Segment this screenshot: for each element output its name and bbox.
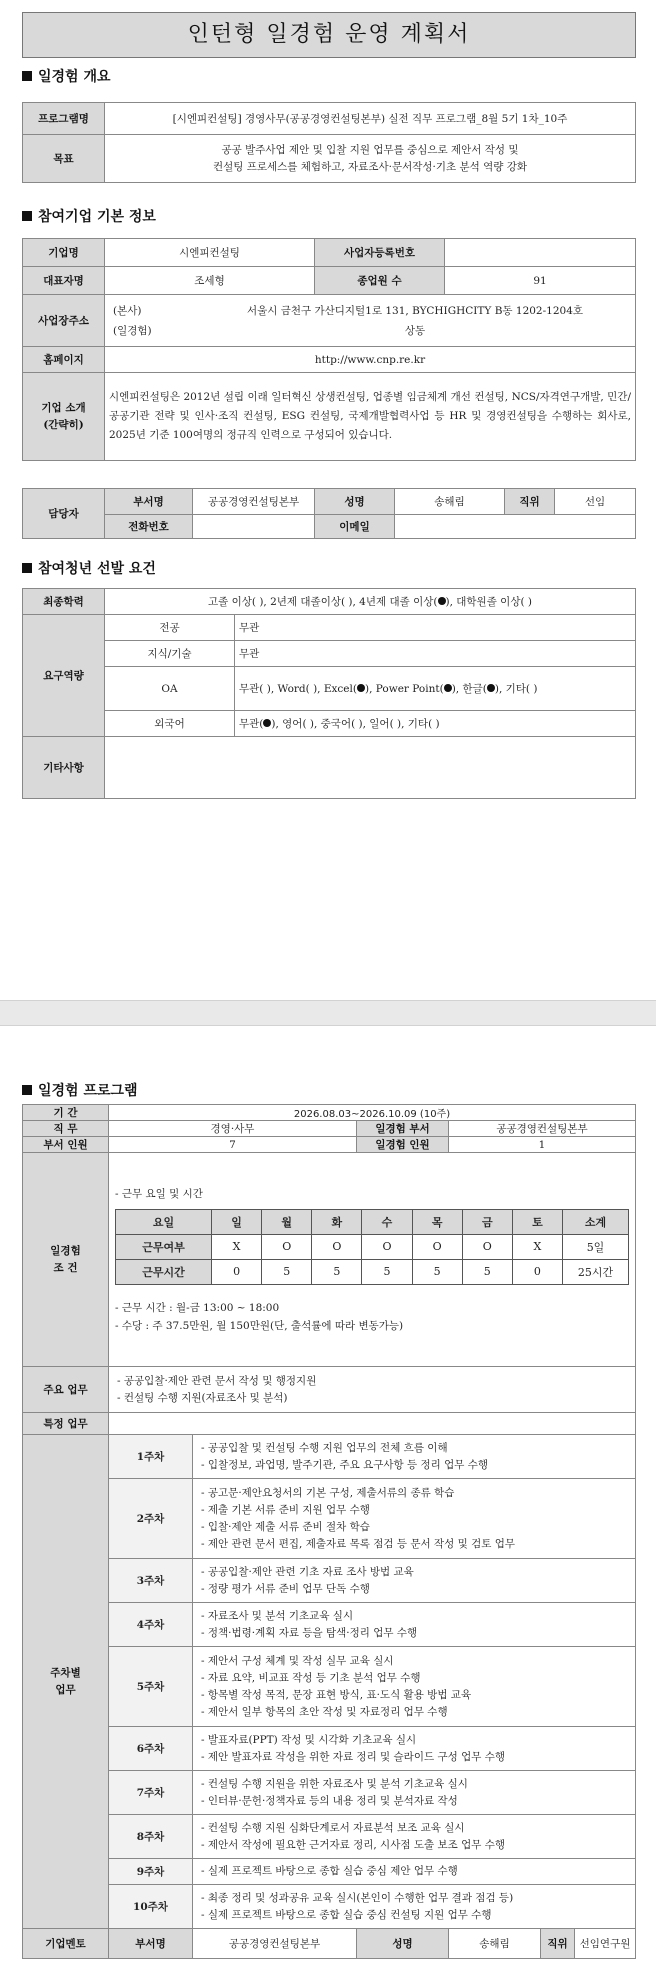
schedule-header-wed: 수 [362,1209,412,1234]
week-label: 3주차 [109,1559,193,1603]
main-duty-label: 주요 업무 [23,1367,109,1413]
oa-label: OA [105,667,235,711]
mentor-position-label: 직위 [541,1929,575,1959]
week-tasks: - 컨설팅 수행 지원 심화단계로서 자료분석 보조 교육 실시 - 제안서 작성에 필요한 근거자료 정리, 시사점 도출 보조 업무 수행 [193,1815,636,1859]
schedule-header-mon: 월 [262,1209,312,1234]
biz-no-label: 사업자등록번호 [315,239,445,267]
overview-table [22,102,636,183]
competency-label: 요구역량 [23,615,105,737]
intern-count-label: 일경험 인원 [357,1137,449,1153]
square-bullet-icon [22,563,32,573]
schedule-cell: 5 [462,1259,512,1284]
schedule-cell: 5 [262,1259,312,1284]
week-tasks: - 발표자료(PPT) 작성 및 시각화 기초교육 실시 - 제안 발표자료 작성을 위한 자료 정리 및 슬라이드 구성 업무 수행 [193,1727,636,1771]
section-heading-program: 일경험 프로그램 [22,1080,138,1100]
manager-table [22,488,636,539]
address-label: 사업장주소 [23,295,105,347]
dept-staff-value: 7 [109,1137,357,1153]
staff-count-label: 종업원 수 [315,267,445,295]
section-heading-company: 참여기업 기본 정보 [22,206,156,226]
schedule-cell: 0 [512,1259,562,1284]
other-notes-value [105,737,636,799]
education-value: 고졸 이상( ), 2년제 대졸이상( ), 4년제 대졸 이상( ), 대학원졸 이상( ) [105,589,636,615]
week-label: 1주차 [109,1435,193,1479]
selected-dot-icon [487,684,495,692]
work-conditions-value: - 근무 요일 및 시간 요일 일 월 화 수 목 금 토 소계 근무여부 X O O O O O X 5일 근무시간 0 5 5 5 5 5 0 25시간 - 근무 시간 : 월-금 13:00 ~ 18:00 - 수당 : 주 37.5만원, 월 150만원(단, 출석률에 따라 변동가능) [109,1153,636,1367]
schedule-header-day: 요일 [116,1209,212,1234]
homepage-label: 홈페이지 [23,347,105,373]
language-label: 외국어 [105,711,235,737]
week-label: 2주차 [109,1479,193,1559]
schedule-cell: 5 [362,1259,412,1284]
schedule-cell: O [362,1234,412,1259]
company-intro-value: 시엔피컨설팅은 2012년 설립 이래 일터혁신 상생컨설팅, 업종별 임금체계 개선 컨설팅, NCS/자격연구개발, 민간/공공기관 전략 및 인사·조직 컨설팅, ESG 컨설팅, 국제개발협력사업 등 HR 및 경영컨설팅을 수행하는 회사로, 2025년 기준 100여명의 정규직 인력으로 구성되어 있습니다. [105,373,636,461]
square-bullet-icon [22,1085,32,1095]
week-label: 7주차 [109,1771,193,1815]
section-heading-requirements: 참여청년 선발 요건 [22,558,156,578]
schedule-cell: O [462,1234,512,1259]
manager-email-label: 이메일 [315,515,395,539]
manager-position-value: 선임 [555,489,636,515]
schedule-hours-label: 근무시간 [116,1259,212,1284]
mentor-name-label: 성명 [357,1929,449,1959]
square-bullet-icon [22,71,32,81]
language-value: 무관( ), 영어( ), 중국어( ), 일어( ), 기타( ) [235,711,636,737]
week-tasks: - 공공입찰·제안 관련 기초 자료 조사 방법 교육 - 정량 평가 서류 준비 업무 단독 수행 [193,1559,636,1603]
week-tasks: - 최종 정리 및 성과공유 교육 실시(본인이 수행한 업무 결과 점검 등) - 실제 프로젝트 바탕으로 종합 실습 중심 컨설팅 지원 업무 수행 [193,1885,636,1929]
manager-dept-value: 공공경영컨설팅본부 [193,489,315,515]
week-label: 9주차 [109,1859,193,1885]
week-tasks: - 자료조사 및 분석 기초교육 실시 - 정책·법령·계획 자료 등을 탐색·정리 업무 수행 [193,1603,636,1647]
goal-label: 목표 [23,135,105,183]
schedule-header-fri: 금 [462,1209,512,1234]
intern-dept-value: 공공경영컨설팅본부 [449,1121,636,1137]
manager-position-label: 직위 [505,489,555,515]
biz-no-value [445,239,636,267]
week-tasks: - 공공입찰 및 컨설팅 수행 지원 업무의 전체 흐름 이해 - 입찰정보, 과업명, 발주기관, 주요 요구사항 등 정리 업무 수행 [193,1435,636,1479]
manager-email-value [395,515,636,539]
knowledge-value: 무관 [235,641,636,667]
square-bullet-icon [22,211,32,221]
main-duty-value: - 공공입찰·제안 관련 문서 작성 및 행정지원 - 컨설팅 수행 지원(자료조사 및 분석) [109,1367,636,1413]
education-label: 최종학력 [23,589,105,615]
special-duty-value [109,1413,636,1435]
ceo-label: 대표자명 [23,267,105,295]
manager-name-value: 송해림 [395,489,505,515]
program-table [22,1104,636,1959]
program-name-label: 프로그램명 [23,103,105,135]
schedule-cell: O [312,1234,362,1259]
schedule-header-total: 소계 [563,1209,629,1234]
schedule-cell-total: 25시간 [563,1259,629,1284]
mentor-dept-label: 부서명 [109,1929,193,1959]
selected-dot-icon [444,684,452,692]
manager-label: 담당자 [23,489,105,539]
oa-value: 무관( ), Word( ), Excel( ), Power Point( ), 한글( ), 기타( ) [235,667,636,711]
intern-count-value: 1 [449,1137,636,1153]
company-info-table [22,238,636,461]
address-value: (본사) 서울시 금천구 가산디지털1로 131, BYCHIGHCITY B동 1202-1204호 (일경험) 상동 [105,295,636,347]
mentor-dept-value: 공공경영컨설팅본부 [193,1929,357,1959]
schedule-header-thu: 목 [412,1209,462,1234]
intern-dept-label: 일경험 부서 [357,1121,449,1137]
schedule-cell: X [212,1234,262,1259]
work-schedule-table [115,1209,629,1285]
schedule-header-sat: 토 [512,1209,562,1234]
mentor-label: 기업멘토 [23,1929,109,1959]
selected-dot-icon [438,597,446,605]
special-duty-label: 특정 업무 [23,1413,109,1435]
page-separator [0,1000,656,1026]
major-value: 무관 [235,615,636,641]
program-name-value: [시엔피컨설팅] 경영사무(공공경영컨설팅본부) 실전 직무 프로그램_8월 5기 1차_10주 [105,103,636,135]
week-label: 4주차 [109,1603,193,1647]
homepage-link[interactable]: http://www.cnp.re.kr [105,347,636,373]
mentor-name-value: 송해림 [449,1929,541,1959]
duty-value: 경영·사무 [109,1121,357,1137]
manager-name-label: 성명 [315,489,395,515]
schedule-cell: 0 [212,1259,262,1284]
manager-phone-value [193,515,315,539]
major-label: 전공 [105,615,235,641]
manager-phone-label: 전화번호 [105,515,193,539]
week-tasks: - 공고문·제안요청서의 기본 구성, 제출서류의 종류 학습 - 제출 기본 서류 준비 지원 업무 수행 - 입찰·제안 제출 서류 준비 절차 학습 - 제안 관련 문서 편집, 제출자료 목록 점검 등 문서 작성 및 검토 업무 [193,1479,636,1559]
requirements-table [22,588,636,799]
company-intro-label: 기업 소개 (간략히) [23,373,105,461]
work-conditions-label: 일경험 조 건 [23,1153,109,1367]
goal-value: 공공 발주사업 제안 및 입찰 지원 업무를 중심으로 제안서 작성 및 컨설팅 프로세스를 체험하고, 자료조사·문서작성·기초 분석 역량 강화 [105,135,636,183]
manager-dept-label: 부서명 [105,489,193,515]
document-page-2 [0,1026,656,1982]
week-label: 5주차 [109,1647,193,1727]
ceo-value: 조세형 [105,267,315,295]
company-name-value: 시엔피컨설팅 [105,239,315,267]
schedule-header-sun: 일 [212,1209,262,1234]
schedule-cell: X [512,1234,562,1259]
weekly-duties-label: 주차별 업무 [23,1435,109,1929]
section-heading-overview: 일경험 개요 [22,66,111,86]
week-label: 6주차 [109,1727,193,1771]
document-title: 인턴형 일경험 운영 계획서 [22,12,636,58]
week-label: 10주차 [109,1885,193,1929]
period-value: 2026.08.03~2026.10.09 (10주) [109,1105,636,1121]
schedule-workday-label: 근무여부 [116,1234,212,1259]
staff-count-value: 91 [445,267,636,295]
week-tasks: - 제안서 구성 체계 및 작성 실무 교육 실시 - 자료 요약, 비교표 작성 등 기초 분석 업무 수행 - 항목별 작성 목적, 문장 표현 방식, 표·도식 활용 방법 교육 - 제안서 일부 항목의 초안 작성 및 자료정리 업무 수행 [193,1647,636,1727]
duty-label: 직 무 [23,1121,109,1137]
other-notes-label: 기타사항 [23,737,105,799]
schedule-cell: 5 [312,1259,362,1284]
schedule-cell: O [412,1234,462,1259]
selected-dot-icon [357,684,365,692]
dept-staff-label: 부서 인원 [23,1137,109,1153]
schedule-cell-total: 5일 [563,1234,629,1259]
schedule-header-tue: 화 [312,1209,362,1234]
period-label: 기 간 [23,1105,109,1121]
company-name-label: 기업명 [23,239,105,267]
week-tasks: - 실제 프로젝트 바탕으로 종합 실습 중심 제안 업무 수행 [193,1859,636,1885]
week-label: 8주차 [109,1815,193,1859]
mentor-position-value: 선임연구원 [575,1929,636,1959]
schedule-cell: O [262,1234,312,1259]
week-tasks: - 컨설팅 수행 지원을 위한 자료조사 및 분석 기초교육 실시 - 인터뷰·문헌·정책자료 등의 내용 정리 및 분석자료 작성 [193,1771,636,1815]
knowledge-label: 지식/기술 [105,641,235,667]
schedule-cell: 5 [412,1259,462,1284]
